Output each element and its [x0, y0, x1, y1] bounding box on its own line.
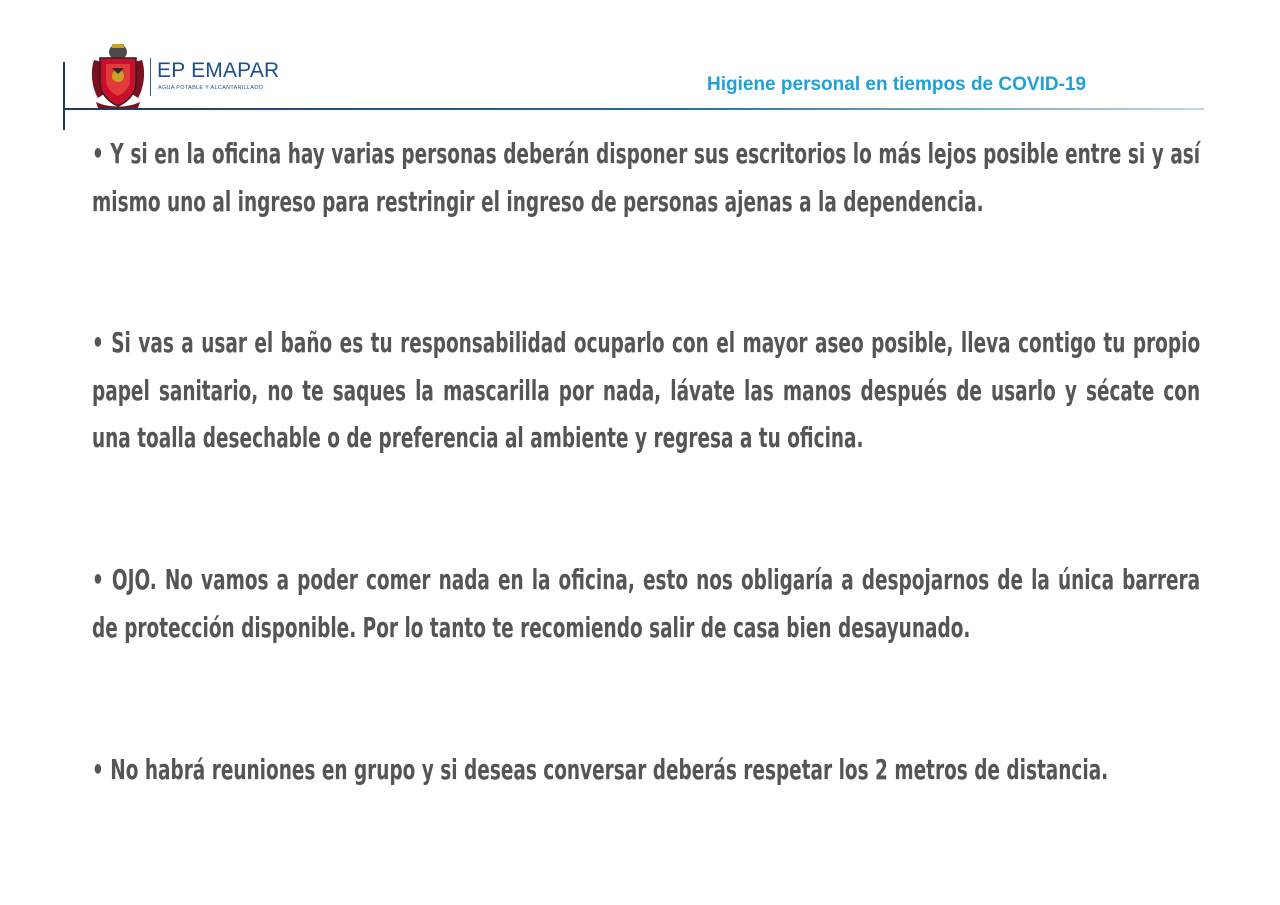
bullet-paragraph: • Si vas a usar el baño es tu responsabilidad ocuparlo con el mayor aseo posible, lleva contigo tu propio papel sanitario, no te saques la mascarilla por nada, lávate las manos después de usarlo y sécate con una toalla desechable o de preferencia al ambiente y regresa a tu oficina. — [92, 326, 1201, 454]
slide-header — [0, 0, 1280, 130]
header-divider — [64, 108, 1204, 110]
bullet-paragraph: • Y si en la oficina hay varias personas deberán disponer sus escritorios lo más lejos posible entre si y así mismo uno al ingreso para restringir el ingreso de personas ajenas a la dependencia. — [92, 137, 1201, 218]
brand-name: EP EMAPAR — [157, 59, 280, 82]
brand-subtitle: AGUA POTABLE Y ALCANTARILLADO — [158, 85, 264, 91]
logo-divider — [150, 58, 151, 96]
bullet-paragraph: • No habrá reuniones en grupo y si deseas conversar deberás respetar los 2 metros de distancia. — [92, 753, 1109, 786]
bullet-paragraph: • OJO. No vamos a poder comer nada en la oficina, esto nos obligaría a despojarnos de la única barrera de protección disponible. Por lo tanto te recomiendo salir de casa bien desayunado. — [92, 563, 1201, 644]
slide-title: Higiene personal en tiempos de COVID-19 — [707, 74, 1087, 95]
left-accent-rule — [63, 62, 65, 130]
coat-of-arms-icon — [90, 38, 146, 110]
